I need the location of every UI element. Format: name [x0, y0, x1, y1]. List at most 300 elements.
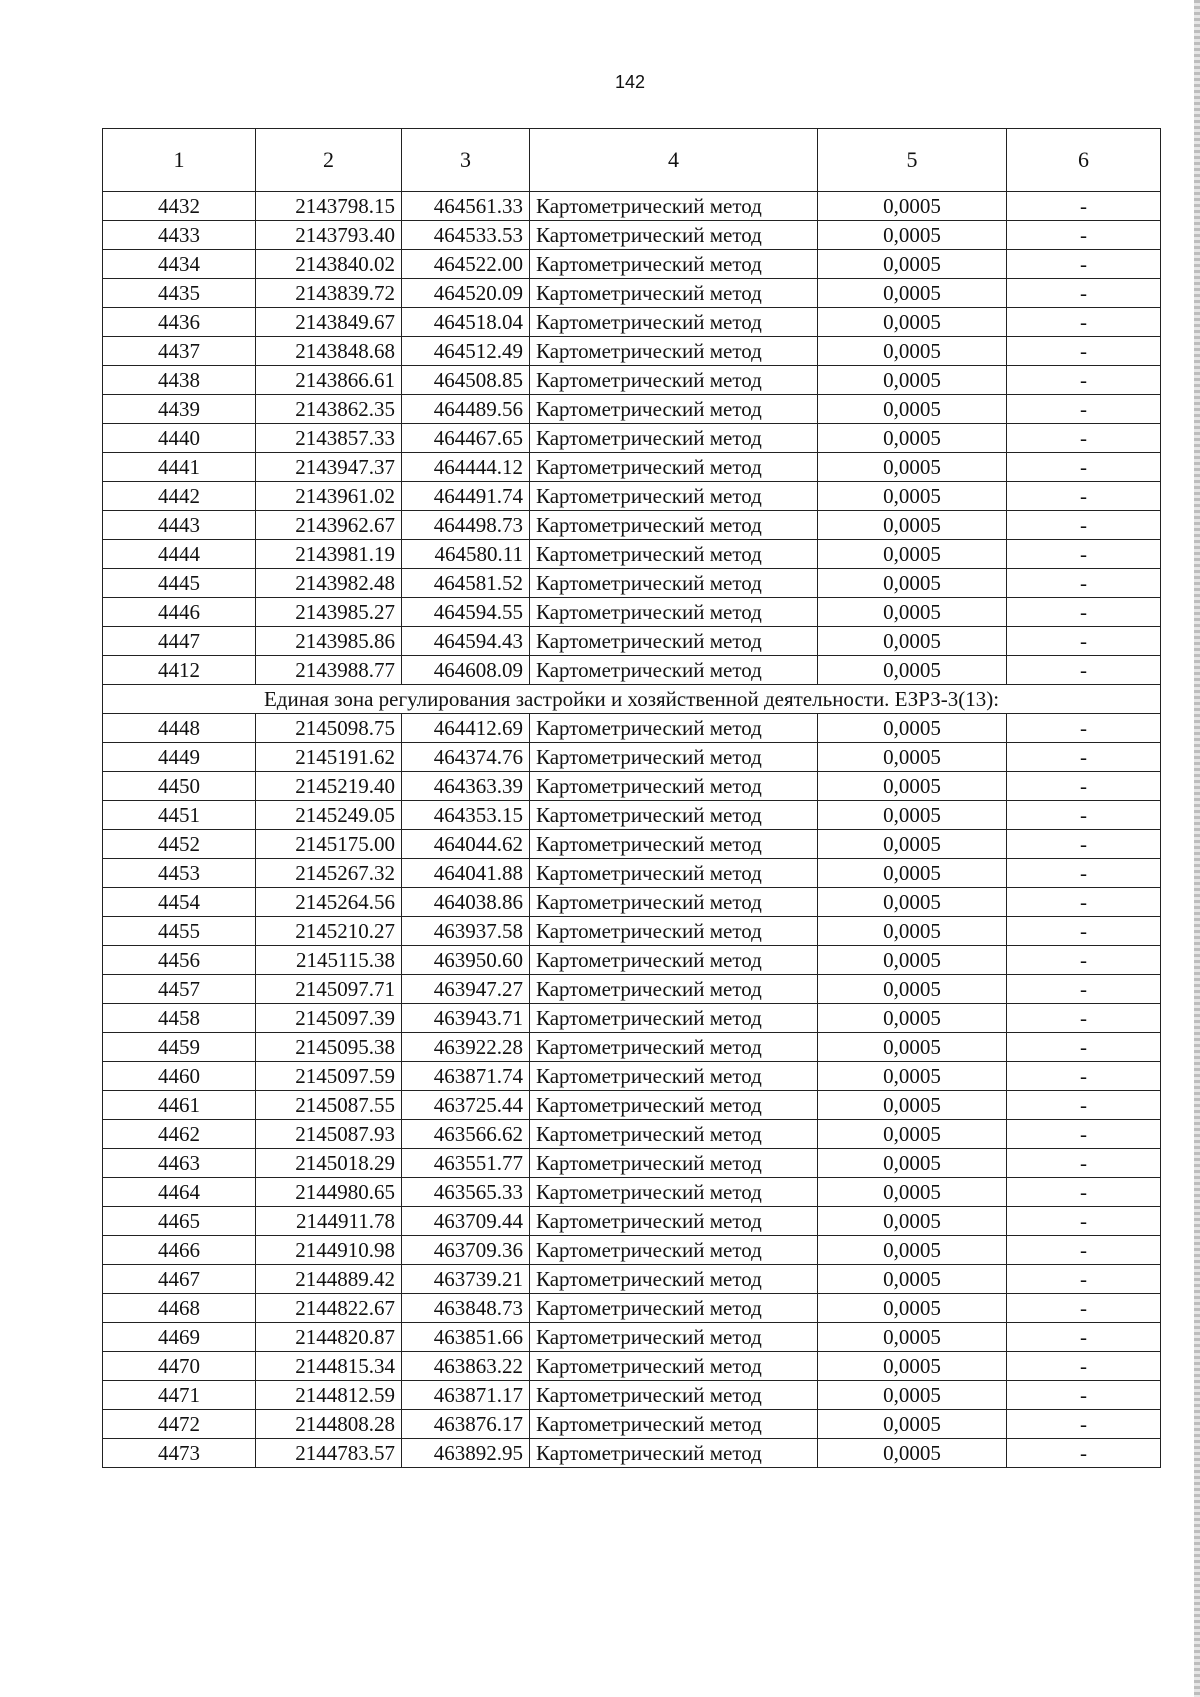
- y-coordinate-cell: 463739.21: [402, 1265, 530, 1294]
- method-cell: Картометрический метод: [530, 1410, 818, 1439]
- note-cell: -: [1007, 1410, 1161, 1439]
- note-cell: -: [1007, 337, 1161, 366]
- precision-cell: 0,0005: [818, 337, 1007, 366]
- method-cell: Картометрический метод: [530, 1236, 818, 1265]
- table-row: [103, 1062, 1161, 1091]
- precision-cell: 0,0005: [818, 1410, 1007, 1439]
- x-coordinate-cell: 2143961.02: [256, 482, 402, 511]
- method-cell: Картометрический метод: [530, 772, 818, 801]
- table-row: [103, 279, 1161, 308]
- y-coordinate-cell: 463871.74: [402, 1062, 530, 1091]
- x-coordinate-cell: 2145018.29: [256, 1149, 402, 1178]
- method-cell: Картометрический метод: [530, 1439, 818, 1468]
- y-coordinate-cell: 464520.09: [402, 279, 530, 308]
- point-number-cell: 4442: [103, 482, 256, 511]
- table-row: [103, 511, 1161, 540]
- precision-cell: 0,0005: [818, 598, 1007, 627]
- y-coordinate-cell: 463947.27: [402, 975, 530, 1004]
- x-coordinate-cell: 2143849.67: [256, 308, 402, 337]
- y-coordinate-cell: 464353.15: [402, 801, 530, 830]
- point-number-cell: 4462: [103, 1120, 256, 1149]
- precision-cell: 0,0005: [818, 1207, 1007, 1236]
- table-row: [103, 1207, 1161, 1236]
- y-coordinate-cell: 464467.65: [402, 424, 530, 453]
- table-row: [103, 1033, 1161, 1062]
- x-coordinate-cell: 2145267.32: [256, 859, 402, 888]
- precision-cell: 0,0005: [818, 511, 1007, 540]
- note-cell: -: [1007, 1236, 1161, 1265]
- point-number-cell: 4447: [103, 627, 256, 656]
- x-coordinate-cell: 2145219.40: [256, 772, 402, 801]
- note-cell: -: [1007, 1439, 1161, 1468]
- x-coordinate-cell: 2144911.78: [256, 1207, 402, 1236]
- point-number-cell: 4453: [103, 859, 256, 888]
- point-number-cell: 4472: [103, 1410, 256, 1439]
- column-header-4: 4: [530, 129, 818, 192]
- note-cell: -: [1007, 772, 1161, 801]
- table-row: [103, 801, 1161, 830]
- point-number-cell: 4458: [103, 1004, 256, 1033]
- table-row: [103, 656, 1161, 685]
- x-coordinate-cell: 2143866.61: [256, 366, 402, 395]
- note-cell: -: [1007, 1062, 1161, 1091]
- y-coordinate-cell: 463709.36: [402, 1236, 530, 1265]
- note-cell: -: [1007, 946, 1161, 975]
- method-cell: Картометрический метод: [530, 1004, 818, 1033]
- method-cell: Картометрический метод: [530, 308, 818, 337]
- method-cell: Картометрический метод: [530, 1207, 818, 1236]
- table-row: [103, 598, 1161, 627]
- point-number-cell: 4461: [103, 1091, 256, 1120]
- method-cell: Картометрический метод: [530, 482, 818, 511]
- column-header-1: 1: [103, 129, 256, 192]
- y-coordinate-cell: 464508.85: [402, 366, 530, 395]
- point-number-cell: 4439: [103, 395, 256, 424]
- y-coordinate-cell: 464512.49: [402, 337, 530, 366]
- table-row: [103, 1439, 1161, 1468]
- precision-cell: 0,0005: [818, 830, 1007, 859]
- note-cell: -: [1007, 279, 1161, 308]
- point-number-cell: 4445: [103, 569, 256, 598]
- note-cell: -: [1007, 743, 1161, 772]
- note-cell: -: [1007, 1207, 1161, 1236]
- table-row: [103, 975, 1161, 1004]
- x-coordinate-cell: 2144808.28: [256, 1410, 402, 1439]
- note-cell: -: [1007, 453, 1161, 482]
- method-cell: Картометрический метод: [530, 453, 818, 482]
- note-cell: -: [1007, 859, 1161, 888]
- precision-cell: 0,0005: [818, 946, 1007, 975]
- precision-cell: 0,0005: [818, 1236, 1007, 1265]
- column-header-3: 3: [402, 129, 530, 192]
- table-body: [103, 192, 1161, 1468]
- table-row: [103, 221, 1161, 250]
- y-coordinate-cell: 463566.62: [402, 1120, 530, 1149]
- y-coordinate-cell: 464489.56: [402, 395, 530, 424]
- method-cell: Картометрический метод: [530, 859, 818, 888]
- y-coordinate-cell: 464561.33: [402, 192, 530, 221]
- y-coordinate-cell: 464412.69: [402, 714, 530, 743]
- header-row: [103, 129, 1161, 192]
- x-coordinate-cell: 2145115.38: [256, 946, 402, 975]
- note-cell: -: [1007, 888, 1161, 917]
- section-row: [103, 685, 1161, 714]
- x-coordinate-cell: 2145210.27: [256, 917, 402, 946]
- method-cell: Картометрический метод: [530, 1323, 818, 1352]
- table-row: [103, 424, 1161, 453]
- method-cell: Картометрический метод: [530, 830, 818, 859]
- method-cell: Картометрический метод: [530, 540, 818, 569]
- method-cell: Картометрический метод: [530, 424, 818, 453]
- x-coordinate-cell: 2144822.67: [256, 1294, 402, 1323]
- note-cell: -: [1007, 250, 1161, 279]
- x-coordinate-cell: 2145098.75: [256, 714, 402, 743]
- page-number: 142: [614, 72, 646, 92]
- note-cell: -: [1007, 1265, 1161, 1294]
- x-coordinate-cell: 2144815.34: [256, 1352, 402, 1381]
- point-number-cell: 4443: [103, 511, 256, 540]
- method-cell: Картометрический метод: [530, 395, 818, 424]
- precision-cell: 0,0005: [818, 221, 1007, 250]
- precision-cell: 0,0005: [818, 1381, 1007, 1410]
- y-coordinate-cell: 463551.77: [402, 1149, 530, 1178]
- x-coordinate-cell: 2144783.57: [256, 1439, 402, 1468]
- x-coordinate-cell: 2145264.56: [256, 888, 402, 917]
- point-number-cell: 4441: [103, 453, 256, 482]
- note-cell: -: [1007, 1033, 1161, 1062]
- note-cell: -: [1007, 1091, 1161, 1120]
- note-cell: -: [1007, 221, 1161, 250]
- method-cell: Картометрический метод: [530, 192, 818, 221]
- x-coordinate-cell: 2143798.15: [256, 192, 402, 221]
- note-cell: -: [1007, 308, 1161, 337]
- table-row: [103, 192, 1161, 221]
- point-number-cell: 4444: [103, 540, 256, 569]
- method-cell: Картометрический метод: [530, 1294, 818, 1323]
- method-cell: Картометрический метод: [530, 337, 818, 366]
- method-cell: Картометрический метод: [530, 801, 818, 830]
- precision-cell: 0,0005: [818, 540, 1007, 569]
- table-row: [103, 859, 1161, 888]
- method-cell: Картометрический метод: [530, 279, 818, 308]
- table-row: [103, 1265, 1161, 1294]
- precision-cell: 0,0005: [818, 1294, 1007, 1323]
- coordinates-table: [102, 128, 1161, 1468]
- point-number-cell: 4412: [103, 656, 256, 685]
- y-coordinate-cell: 464044.62: [402, 830, 530, 859]
- precision-cell: 0,0005: [818, 1265, 1007, 1294]
- table-row: [103, 1120, 1161, 1149]
- table-row: [103, 888, 1161, 917]
- table-row: [103, 1381, 1161, 1410]
- note-cell: -: [1007, 801, 1161, 830]
- table-row: [103, 946, 1161, 975]
- table-row: [103, 917, 1161, 946]
- x-coordinate-cell: 2144812.59: [256, 1381, 402, 1410]
- y-coordinate-cell: 463892.95: [402, 1439, 530, 1468]
- point-number-cell: 4457: [103, 975, 256, 1004]
- method-cell: Картометрический метод: [530, 1062, 818, 1091]
- table-row: [103, 1149, 1161, 1178]
- method-cell: Картометрический метод: [530, 1265, 818, 1294]
- note-cell: -: [1007, 1294, 1161, 1323]
- method-cell: Картометрический метод: [530, 1091, 818, 1120]
- section-title: Единая зона регулирования застройки и хозяйственной деятельности. ЕЗРЗ-3(13):: [103, 685, 1161, 714]
- point-number-cell: 4433: [103, 221, 256, 250]
- x-coordinate-cell: 2144820.87: [256, 1323, 402, 1352]
- note-cell: -: [1007, 1149, 1161, 1178]
- method-cell: Картометрический метод: [530, 1120, 818, 1149]
- x-coordinate-cell: 2145097.59: [256, 1062, 402, 1091]
- point-number-cell: 4464: [103, 1178, 256, 1207]
- point-number-cell: 4448: [103, 714, 256, 743]
- note-cell: -: [1007, 714, 1161, 743]
- table-row: [103, 337, 1161, 366]
- x-coordinate-cell: 2143857.33: [256, 424, 402, 453]
- table-row: [103, 1004, 1161, 1033]
- table-row: [103, 1410, 1161, 1439]
- precision-cell: 0,0005: [818, 453, 1007, 482]
- y-coordinate-cell: 464580.11: [402, 540, 530, 569]
- method-cell: Картометрический метод: [530, 888, 818, 917]
- point-number-cell: 4436: [103, 308, 256, 337]
- y-coordinate-cell: 464518.04: [402, 308, 530, 337]
- method-cell: Картометрический метод: [530, 1352, 818, 1381]
- precision-cell: 0,0005: [818, 395, 1007, 424]
- table-row: [103, 627, 1161, 656]
- precision-cell: 0,0005: [818, 1120, 1007, 1149]
- precision-cell: 0,0005: [818, 656, 1007, 685]
- y-coordinate-cell: 463863.22: [402, 1352, 530, 1381]
- x-coordinate-cell: 2145087.55: [256, 1091, 402, 1120]
- precision-cell: 0,0005: [818, 917, 1007, 946]
- method-cell: Картометрический метод: [530, 221, 818, 250]
- table-row: [103, 569, 1161, 598]
- precision-cell: 0,0005: [818, 308, 1007, 337]
- x-coordinate-cell: 2143839.72: [256, 279, 402, 308]
- point-number-cell: 4463: [103, 1149, 256, 1178]
- y-coordinate-cell: 463876.17: [402, 1410, 530, 1439]
- table-row: [103, 1236, 1161, 1265]
- y-coordinate-cell: 464581.52: [402, 569, 530, 598]
- y-coordinate-cell: 464363.39: [402, 772, 530, 801]
- y-coordinate-cell: 463565.33: [402, 1178, 530, 1207]
- y-coordinate-cell: 464608.09: [402, 656, 530, 685]
- x-coordinate-cell: 2143988.77: [256, 656, 402, 685]
- table-row: [103, 540, 1161, 569]
- table-row: [103, 1323, 1161, 1352]
- x-coordinate-cell: 2145095.38: [256, 1033, 402, 1062]
- x-coordinate-cell: 2143840.02: [256, 250, 402, 279]
- table-row: [103, 308, 1161, 337]
- y-coordinate-cell: 464498.73: [402, 511, 530, 540]
- y-coordinate-cell: 463725.44: [402, 1091, 530, 1120]
- method-cell: Картометрический метод: [530, 511, 818, 540]
- precision-cell: 0,0005: [818, 772, 1007, 801]
- x-coordinate-cell: 2143985.27: [256, 598, 402, 627]
- point-number-cell: 4450: [103, 772, 256, 801]
- note-cell: -: [1007, 366, 1161, 395]
- note-cell: -: [1007, 511, 1161, 540]
- x-coordinate-cell: 2144980.65: [256, 1178, 402, 1207]
- table-row: [103, 453, 1161, 482]
- point-number-cell: 4456: [103, 946, 256, 975]
- column-header-2: 2: [256, 129, 402, 192]
- table-row: [103, 830, 1161, 859]
- y-coordinate-cell: 464444.12: [402, 453, 530, 482]
- y-coordinate-cell: 463950.60: [402, 946, 530, 975]
- x-coordinate-cell: 2143947.37: [256, 453, 402, 482]
- note-cell: -: [1007, 1178, 1161, 1207]
- point-number-cell: 4435: [103, 279, 256, 308]
- method-cell: Картометрический метод: [530, 598, 818, 627]
- point-number-cell: 4468: [103, 1294, 256, 1323]
- x-coordinate-cell: 2145087.93: [256, 1120, 402, 1149]
- point-number-cell: 4438: [103, 366, 256, 395]
- precision-cell: 0,0005: [818, 1004, 1007, 1033]
- scan-edge: [1194, 0, 1200, 1697]
- precision-cell: 0,0005: [818, 1062, 1007, 1091]
- x-coordinate-cell: 2144889.42: [256, 1265, 402, 1294]
- table-row: [103, 1352, 1161, 1381]
- x-coordinate-cell: 2143862.35: [256, 395, 402, 424]
- y-coordinate-cell: 464594.43: [402, 627, 530, 656]
- table-row: [103, 1178, 1161, 1207]
- y-coordinate-cell: 463922.28: [402, 1033, 530, 1062]
- point-number-cell: 4455: [103, 917, 256, 946]
- y-coordinate-cell: 464533.53: [402, 221, 530, 250]
- precision-cell: 0,0005: [818, 1178, 1007, 1207]
- point-number-cell: 4460: [103, 1062, 256, 1091]
- note-cell: -: [1007, 598, 1161, 627]
- point-number-cell: 4469: [103, 1323, 256, 1352]
- table-row: [103, 772, 1161, 801]
- note-cell: -: [1007, 1381, 1161, 1410]
- method-cell: Картометрический метод: [530, 1033, 818, 1062]
- x-coordinate-cell: 2145175.00: [256, 830, 402, 859]
- y-coordinate-cell: 464374.76: [402, 743, 530, 772]
- x-coordinate-cell: 2143985.86: [256, 627, 402, 656]
- point-number-cell: 4451: [103, 801, 256, 830]
- table-row: [103, 366, 1161, 395]
- x-coordinate-cell: 2145191.62: [256, 743, 402, 772]
- precision-cell: 0,0005: [818, 366, 1007, 395]
- y-coordinate-cell: 464491.74: [402, 482, 530, 511]
- method-cell: Картометрический метод: [530, 627, 818, 656]
- point-number-cell: 4446: [103, 598, 256, 627]
- precision-cell: 0,0005: [818, 192, 1007, 221]
- x-coordinate-cell: 2143848.68: [256, 337, 402, 366]
- precision-cell: 0,0005: [818, 1033, 1007, 1062]
- note-cell: -: [1007, 192, 1161, 221]
- method-cell: Картометрический метод: [530, 946, 818, 975]
- y-coordinate-cell: 463851.66: [402, 1323, 530, 1352]
- note-cell: -: [1007, 627, 1161, 656]
- point-number-cell: 4465: [103, 1207, 256, 1236]
- precision-cell: 0,0005: [818, 482, 1007, 511]
- note-cell: -: [1007, 569, 1161, 598]
- method-cell: Картометрический метод: [530, 714, 818, 743]
- x-coordinate-cell: 2143793.40: [256, 221, 402, 250]
- x-coordinate-cell: 2144910.98: [256, 1236, 402, 1265]
- point-number-cell: 4454: [103, 888, 256, 917]
- x-coordinate-cell: 2143981.19: [256, 540, 402, 569]
- note-cell: -: [1007, 1352, 1161, 1381]
- note-cell: -: [1007, 975, 1161, 1004]
- y-coordinate-cell: 464594.55: [402, 598, 530, 627]
- precision-cell: 0,0005: [818, 424, 1007, 453]
- precision-cell: 0,0005: [818, 888, 1007, 917]
- table-row: [103, 1091, 1161, 1120]
- method-cell: Картометрический метод: [530, 1381, 818, 1410]
- y-coordinate-cell: 464522.00: [402, 250, 530, 279]
- precision-cell: 0,0005: [818, 1352, 1007, 1381]
- note-cell: -: [1007, 1004, 1161, 1033]
- point-number-cell: 4467: [103, 1265, 256, 1294]
- table-row: [103, 482, 1161, 511]
- method-cell: Картометрический метод: [530, 1149, 818, 1178]
- precision-cell: 0,0005: [818, 801, 1007, 830]
- note-cell: -: [1007, 424, 1161, 453]
- point-number-cell: 4466: [103, 1236, 256, 1265]
- point-number-cell: 4432: [103, 192, 256, 221]
- note-cell: -: [1007, 540, 1161, 569]
- point-number-cell: 4459: [103, 1033, 256, 1062]
- point-number-cell: 4473: [103, 1439, 256, 1468]
- y-coordinate-cell: 463937.58: [402, 917, 530, 946]
- table-row: [103, 1294, 1161, 1323]
- point-number-cell: 4452: [103, 830, 256, 859]
- method-cell: Картометрический метод: [530, 975, 818, 1004]
- point-number-cell: 4437: [103, 337, 256, 366]
- method-cell: Картометрический метод: [530, 366, 818, 395]
- x-coordinate-cell: 2143962.67: [256, 511, 402, 540]
- note-cell: -: [1007, 1323, 1161, 1352]
- column-header-6: 6: [1007, 129, 1161, 192]
- x-coordinate-cell: 2143982.48: [256, 569, 402, 598]
- note-cell: -: [1007, 656, 1161, 685]
- method-cell: Картометрический метод: [530, 250, 818, 279]
- note-cell: -: [1007, 917, 1161, 946]
- precision-cell: 0,0005: [818, 1439, 1007, 1468]
- y-coordinate-cell: 464041.88: [402, 859, 530, 888]
- precision-cell: 0,0005: [818, 975, 1007, 1004]
- precision-cell: 0,0005: [818, 859, 1007, 888]
- precision-cell: 0,0005: [818, 743, 1007, 772]
- point-number-cell: 4449: [103, 743, 256, 772]
- table-row: [103, 714, 1161, 743]
- precision-cell: 0,0005: [818, 714, 1007, 743]
- precision-cell: 0,0005: [818, 1091, 1007, 1120]
- y-coordinate-cell: 463709.44: [402, 1207, 530, 1236]
- note-cell: -: [1007, 1120, 1161, 1149]
- precision-cell: 0,0005: [818, 250, 1007, 279]
- method-cell: Картометрический метод: [530, 656, 818, 685]
- precision-cell: 0,0005: [818, 1323, 1007, 1352]
- table-row: [103, 395, 1161, 424]
- table-row: [103, 743, 1161, 772]
- method-cell: Картометрический метод: [530, 569, 818, 598]
- method-cell: Картометрический метод: [530, 917, 818, 946]
- x-coordinate-cell: 2145097.71: [256, 975, 402, 1004]
- column-header-5: 5: [818, 129, 1007, 192]
- x-coordinate-cell: 2145249.05: [256, 801, 402, 830]
- y-coordinate-cell: 463943.71: [402, 1004, 530, 1033]
- precision-cell: 0,0005: [818, 1149, 1007, 1178]
- note-cell: -: [1007, 395, 1161, 424]
- precision-cell: 0,0005: [818, 279, 1007, 308]
- method-cell: Картометрический метод: [530, 1178, 818, 1207]
